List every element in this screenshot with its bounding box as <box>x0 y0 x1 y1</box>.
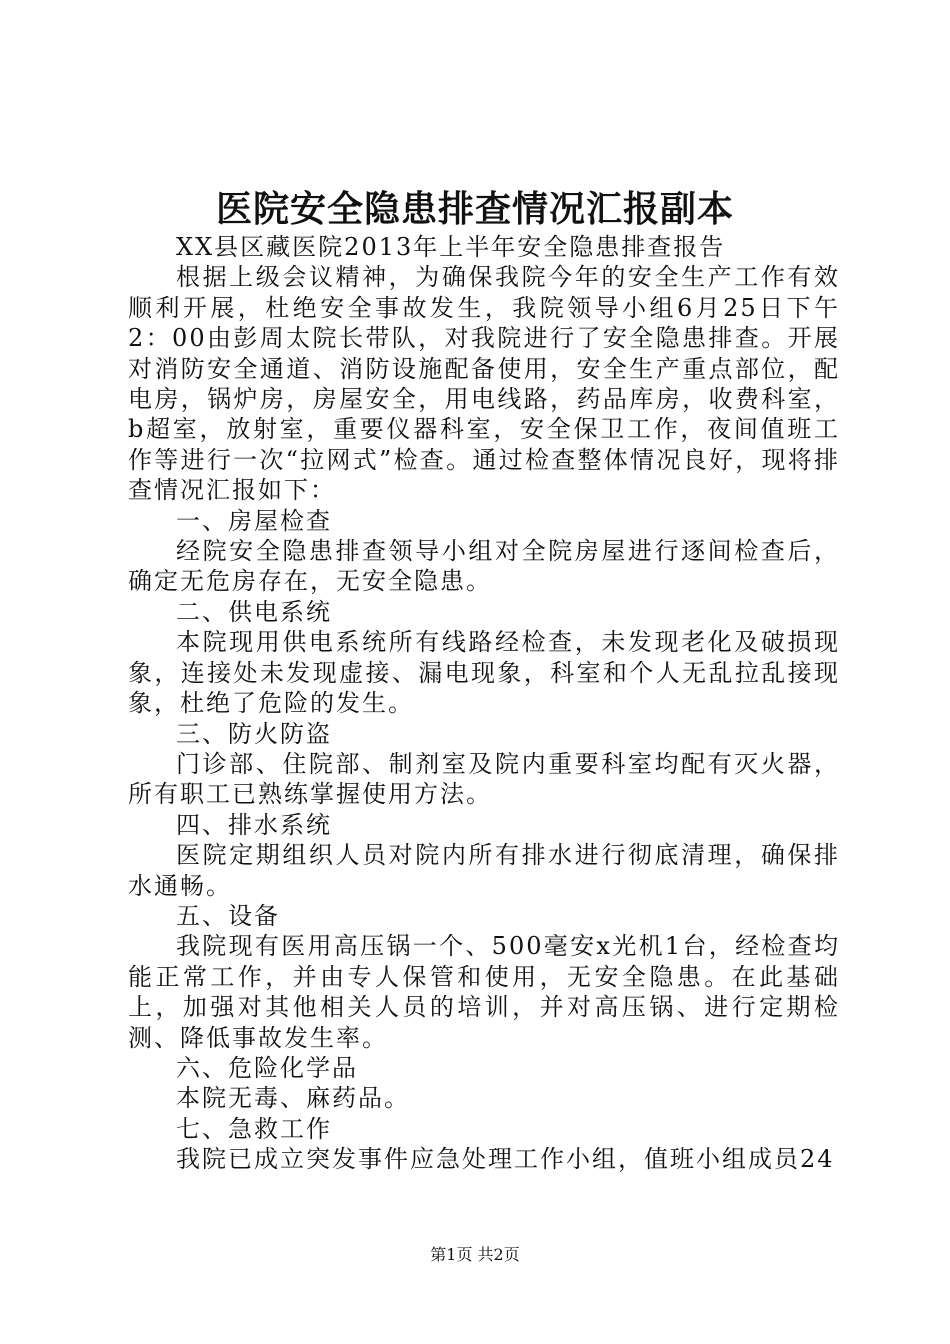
report-subtitle: XX县区藏医院2013年上半年安全隐患排查报告 <box>176 233 726 261</box>
section-paragraph: 门诊部、住院部、制剂室及院内重要科室均配有灭火器，所有职工已熟练掌握使用方法。 <box>128 749 840 809</box>
section-paragraph: 本院无毒、麻药品。 <box>176 1084 410 1113</box>
section-heading: 三、防火防盗 <box>176 719 332 748</box>
section-paragraph: 医院定期组织人员对院内所有排水进行彻底清理，确保排水通畅。 <box>128 841 840 900</box>
section-heading: 七、急救工作 <box>176 1114 332 1143</box>
section-heading: 二、供电系统 <box>176 597 332 626</box>
section-paragraph: 经院安全隐患排查领导小组对全院房屋进行逐间检查后，确定无危房存在，无安全隐患。 <box>128 537 840 596</box>
document-title: 医院安全隐患排查情况汇报副本 <box>215 188 734 230</box>
section-heading: 五、设备 <box>176 901 280 930</box>
section-paragraph: 我院现有医用高压锅一个、500毫安x光机1台，经检查均能正常工作，并由专人保管和使用，无安全隐患。在此基础上，加强对其他相关人员的培训，并对高压锅、进行定期检测、降低事故发生率。 <box>128 932 840 1052</box>
intro-paragraph: 根据上级会议精神，为确保我院今年的安全生产工作有效顺利开展，杜绝安全事故发生，我院领导小组6月25日下午2：00由彭周太院长带队，对我院进行了安全隐患排查。开展对消防安全通道、消防设施配备使用，安全生产重点部位，配电房，锅炉房，房屋安全，用电线路，药品库房，收费科室，b超室，放射室，重要仪器科室，安全保卫工作，夜间值班工作等进行一次“拉网式”检查。通过检查整体情况良好，现将排查情况汇报如下： <box>128 263 840 505</box>
section-heading: 一、房屋检查 <box>176 506 332 535</box>
page-number-footer: 第1页 共2页 <box>430 1245 520 1264</box>
section-paragraph: 本院现用供电系统所有线路经检查，未发现老化及破损现象，连接处未发现虚接、漏电现象，科室和个人无乱拉乱接现象，杜绝了危险的发生。 <box>128 628 840 718</box>
section-paragraph: 我院已成立突发事件应急处理工作小组，值班小组成员24 <box>176 1145 835 1174</box>
document-body <box>128 232 840 1175</box>
section-heading: 四、排水系统 <box>176 810 332 839</box>
section-heading: 六、危险化学品 <box>176 1053 358 1082</box>
